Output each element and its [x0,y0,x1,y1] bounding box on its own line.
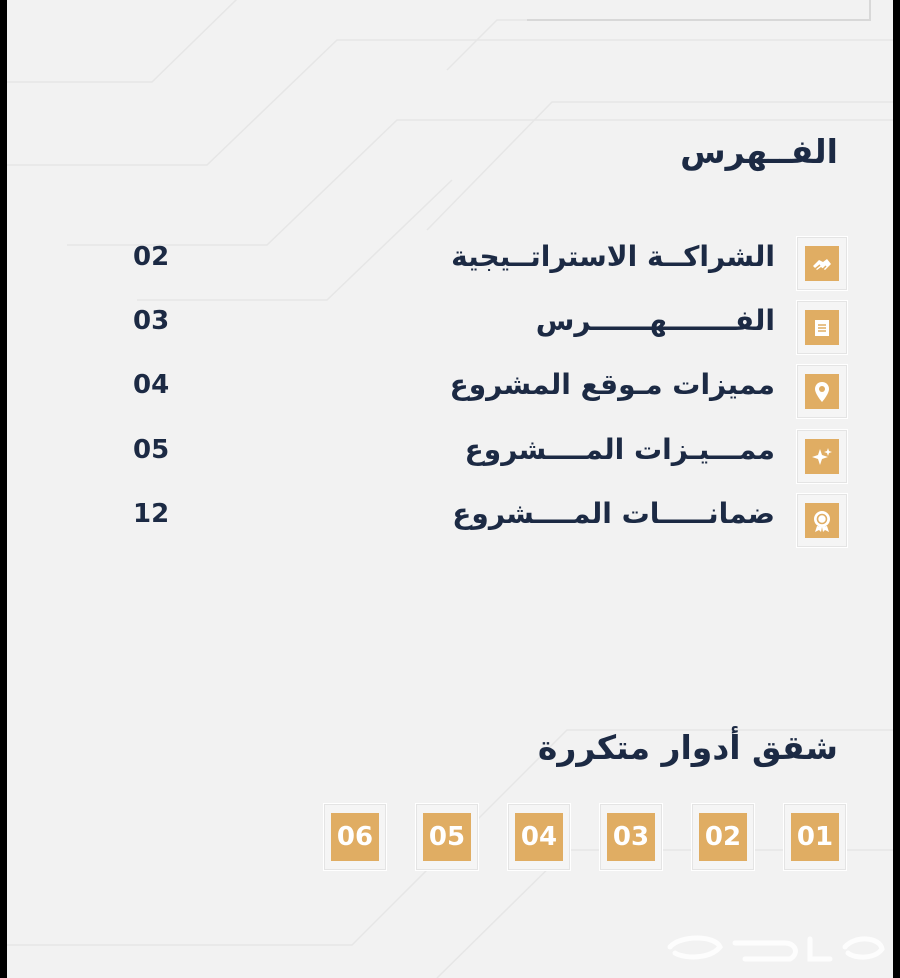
unit-tile-05[interactable] [415,803,479,871]
haraj-watermark-logo [660,925,890,975]
handshake-icon [805,246,839,281]
unit-number: 02 [699,813,747,861]
toc-icon-frame [796,429,848,484]
unit-number: 04 [515,813,563,861]
unit-number: 01 [791,813,839,861]
toc-page-number: 03 [133,306,170,336]
toc-row-project-features[interactable] [7,429,893,485]
unit-number: 05 [423,813,471,861]
unit-tile-06[interactable] [323,803,387,871]
toc-label: الشراكــة الاستراتــيجية [451,240,775,273]
toc-icon-frame [796,236,848,291]
toc-icon-frame [796,300,848,355]
toc-row-strategic-partnership[interactable] [7,236,893,292]
toc-icon-frame [796,493,848,548]
toc-page-number: 02 [133,242,170,272]
unit-number: 03 [607,813,655,861]
toc-label: مميزات مـوقع المشروع [449,368,775,401]
toc-page-number: 05 [133,435,170,465]
toc-row-index[interactable] [7,300,893,356]
toc-label: الفـــــــهــــــرس [535,304,775,337]
unit-tile-03[interactable] [599,803,663,871]
unit-number: 06 [331,813,379,861]
unit-tile-02[interactable] [691,803,755,871]
toc-row-guarantees[interactable] [7,493,893,549]
award-badge-icon [805,503,839,538]
toc-row-location-features[interactable] [7,364,893,420]
units-title: شقق أدوار متكررة [537,728,838,767]
index-title: الفــهرس [680,132,838,171]
unit-tile-04[interactable] [507,803,571,871]
sparkle-icon [805,439,839,474]
unit-tile-01[interactable] [783,803,847,871]
toc-icon-frame [796,364,848,419]
toc-page-number: 04 [133,370,170,400]
document-list-icon [805,310,839,345]
toc-label: ممـــيـزات المــــشروع [464,433,775,466]
toc-label: ضمانـــــات المــــشروع [452,497,775,530]
location-pin-icon [805,374,839,409]
toc-page-number: 12 [133,499,170,529]
document-page [7,0,893,978]
